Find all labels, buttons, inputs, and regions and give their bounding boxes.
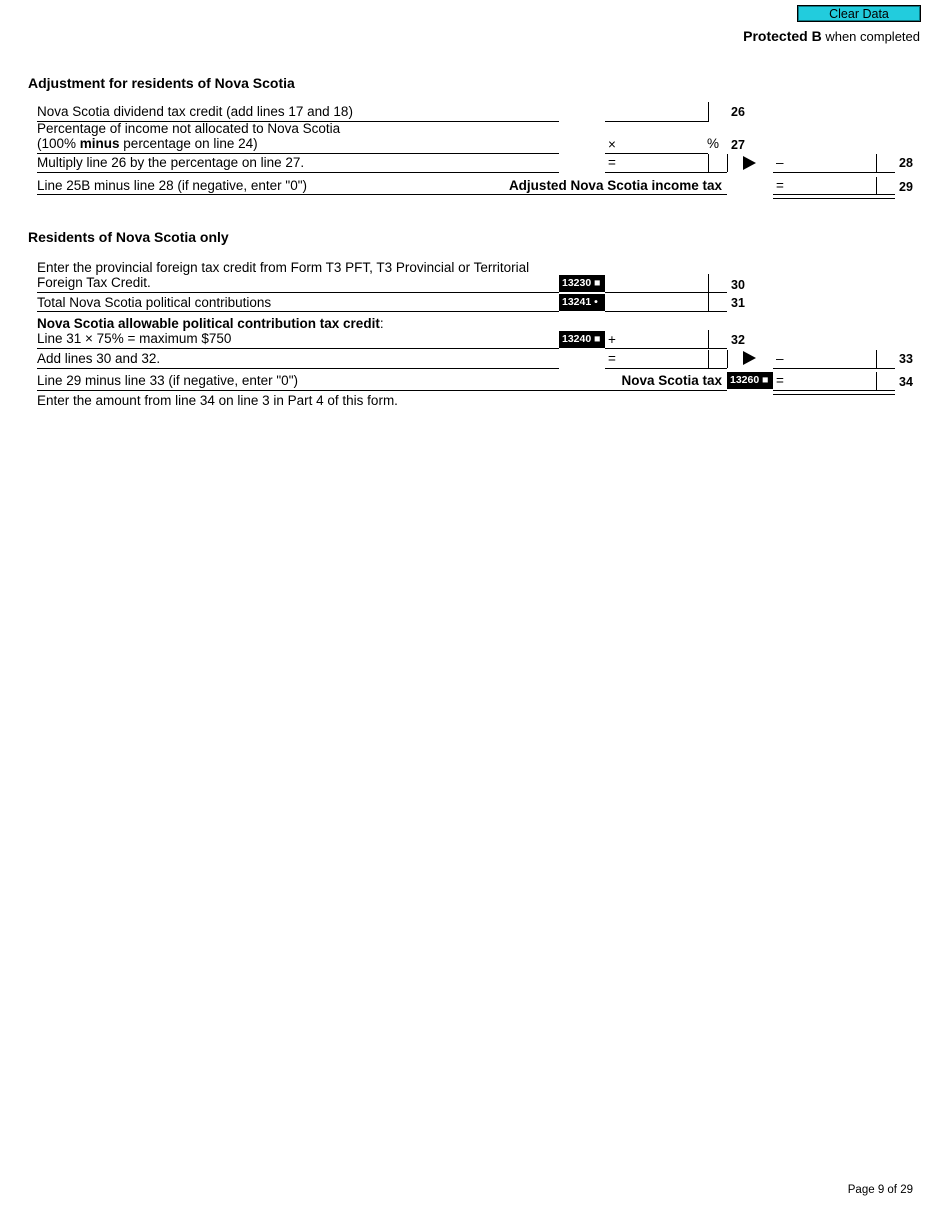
line32-divider [708, 330, 709, 348]
line28-result-rule [773, 172, 895, 173]
protected-notice [743, 28, 920, 44]
line31-label: Total Nova Scotia political contributions [37, 295, 272, 310]
line29-rule [37, 194, 727, 195]
line33-label: Add lines 30 and 32. [37, 351, 161, 366]
line26-divider [708, 102, 709, 122]
nova-scotia-tax-label: Nova Scotia tax [621, 373, 722, 388]
line29-equals: = [776, 178, 784, 193]
line27-label-2 [37, 136, 258, 152]
line28-number: 28 [899, 156, 913, 170]
code-13260: 13260 ■ [727, 372, 773, 389]
line33-field-rule [605, 368, 727, 369]
code-13241: 13241 • [559, 294, 605, 311]
line29-divider [876, 177, 877, 195]
line32-field-rule [605, 348, 727, 349]
line31-divider [708, 293, 709, 311]
line27-percent: % [707, 136, 720, 151]
line27-times: × [608, 137, 616, 152]
line33-equals: = [608, 351, 616, 366]
line28-label: Multiply line 26 by the percentage on line 27. [37, 155, 305, 170]
arrow-right-icon [743, 156, 756, 170]
line27-label-pre: (100% [37, 136, 80, 151]
line33-minus: – [776, 351, 784, 366]
line34-double-rule [773, 390, 895, 395]
line33-input-left[interactable] [622, 351, 708, 369]
line27-number: 27 [731, 138, 745, 152]
line33-rule [37, 368, 559, 369]
protected-rest: when completed [821, 29, 920, 44]
line27-rule [37, 153, 559, 154]
code-13240: 13240 ■ [559, 331, 605, 348]
line32-label-bold: Nova Scotia allowable political contribution tax credit [37, 316, 380, 331]
code-13230: 13230 ■ [559, 275, 605, 292]
line32-input[interactable] [622, 331, 708, 349]
section-title-adjustment: Adjustment for residents of Nova Scotia [28, 75, 295, 91]
arrow-right-icon [743, 351, 756, 365]
protected-bold: Protected B [743, 28, 822, 44]
line34-rule [37, 390, 727, 391]
line29-number: 29 [899, 180, 913, 194]
clear-data-button[interactable]: Clear Data [797, 5, 921, 22]
section-title-residents: Residents of Nova Scotia only [28, 229, 229, 245]
line28-rule [37, 172, 559, 173]
line26-number: 26 [731, 105, 745, 119]
line28-result-divider [876, 154, 877, 172]
line33-result-rule [773, 368, 895, 369]
line32-label-colon: : [379, 316, 384, 331]
line30-divider [708, 274, 709, 292]
line27-label-1: Percentage of income not allocated to Nova Scotia [37, 121, 341, 136]
line28-input-left[interactable] [622, 155, 708, 173]
line34-input[interactable] [790, 373, 876, 391]
line32-number: 32 [731, 333, 745, 347]
line28-minus: – [776, 155, 784, 170]
line32-label-2: Line 31 × 75% = maximum $750 [37, 331, 232, 346]
line33-number: 33 [899, 352, 913, 366]
line30-rule [37, 292, 559, 293]
adjusted-ns-income-tax-label: Adjusted Nova Scotia income tax [508, 178, 722, 193]
line31-rule [37, 311, 559, 312]
line33-result-divider [876, 350, 877, 368]
line34-label: Line 29 minus line 33 (if negative, enter "0") [37, 373, 298, 388]
line28-divider-2 [727, 154, 728, 172]
line32-rule [37, 348, 559, 349]
line30-label-1: Enter the provincial foreign tax credit from Form T3 PFT, T3 Provincial or Territorial [37, 260, 530, 275]
line26-field-rule [605, 121, 708, 122]
line26-input[interactable] [606, 103, 708, 121]
line28-input-right[interactable] [790, 155, 876, 173]
line27-field-rule [605, 153, 708, 154]
line32-label-1 [37, 316, 384, 332]
line28-divider [708, 154, 709, 172]
line33-divider [708, 350, 709, 368]
line29-label: Line 25B minus line 28 (if negative, enter "0") [37, 178, 307, 193]
line34-divider [876, 372, 877, 390]
line31-number: 31 [731, 296, 745, 310]
line32-plus: + [608, 332, 616, 347]
line33-divider-2 [727, 350, 728, 368]
line27-input[interactable] [622, 136, 708, 154]
line31-field-rule [605, 311, 727, 312]
page-number: Page 9 of 29 [847, 1184, 913, 1196]
line30-input[interactable] [607, 275, 727, 293]
line26-label: Nova Scotia dividend tax credit (add lines 17 and 18) [37, 104, 353, 119]
line27-label-bold: minus [79, 136, 120, 151]
line30-number: 30 [731, 278, 745, 292]
line34-equals: = [776, 373, 784, 388]
line28-field-rule [605, 172, 727, 173]
line31-input[interactable] [607, 294, 709, 312]
line34-number: 34 [899, 375, 913, 389]
line30-label-2: Foreign Tax Credit. [37, 275, 151, 290]
line33-input-right[interactable] [790, 351, 876, 369]
line34-note: Enter the amount from line 34 on line 3 in Part 4 of this form. [37, 393, 398, 408]
line28-equals: = [608, 155, 616, 170]
line27-label-post: percentage on line 24) [119, 136, 258, 151]
